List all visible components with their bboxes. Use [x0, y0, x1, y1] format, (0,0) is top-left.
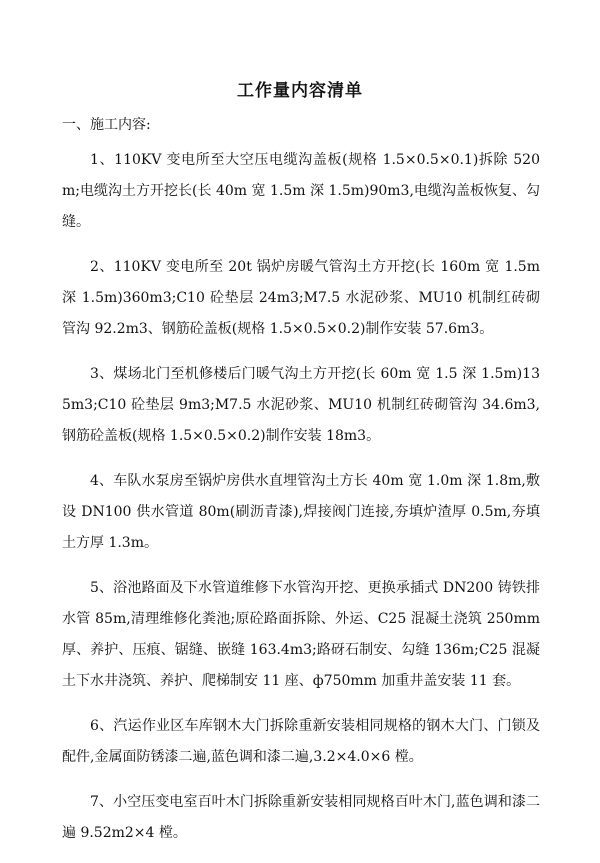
work-item-4: 4、车队水泵房至锅炉房供水直埋管沟土方长 40m 宽 1.0m 深 1.8m,敷设 DN100 供水管道 80m(刷沥青漆),焊接阀门连接,夯填炉渣厚 0.5m,夯填土方厚 1.3m。: [62, 473, 540, 551]
work-item-5: 5、浴池路面及下水管道维修下水管沟开挖、更换承插式 DN200 铸铁排水管 85m,清理维修化粪池;原砼路面拆除、外运、C25 混凝土浇筑 250mm 厚、养护、压痕、锯缝、嵌缝 163.4m3;路砑石制安、勾缝 136m;C25 混凝土下水井浇筑、养护、爬梯制安 11 座、ф750mm 加重井盖安装 11 套。: [62, 580, 540, 689]
work-item-list: [62, 145, 540, 863]
work-item-3: 3、煤场北门至机修楼后门暖气沟土方开挖(长 60m 宽 1.5 深 1.5m)135m3;C10 砼垫层 9m3;M7.5 水泥砂浆、MU10 机制红砖砌管沟 34.6m3,钢筋砼盖板(规格 1.5×0.5×0.2)制作安装 18m3。: [62, 366, 540, 444]
work-item-6: 6、汽运作业区车库钢木大门拆除重新安装相同规格的钢木大门、门锁及配件,金属面防锈漆二遍,蓝色调和漆二遍,3.2×4.0×6 樘。: [62, 718, 540, 765]
work-item-2: 2、110KV 变电所至 20t 锅炉房暖气管沟土方开挖(长 160m 宽 1.5m 深 1.5m)360m3;C10 砼垫层 24m3;M7.5 水泥砂浆、MU10 机制红砖砌管沟 92.2m3、钢筋砼盖板(规格 1.5×0.5×0.2)制作安装 57.6m3。: [62, 259, 540, 337]
section-heading: 一、施工内容:: [62, 117, 151, 133]
work-item-7: 7、小空压变电室百叶木门拆除重新安装相同规格百叶木门,蓝色调和漆二遍 9.52m2×4 樘。: [62, 794, 540, 841]
document-title: 工作量内容清单: [237, 81, 363, 101]
work-item-1: 1、110KV 变电所至大空压电缆沟盖板(规格 1.5×0.5×0.1)拆除 520m;电缆沟土方开挖长(长 40m 宽 1.5m 深 1.5m)90m3,电缆沟盖板恢复、勾缝。: [62, 152, 540, 230]
